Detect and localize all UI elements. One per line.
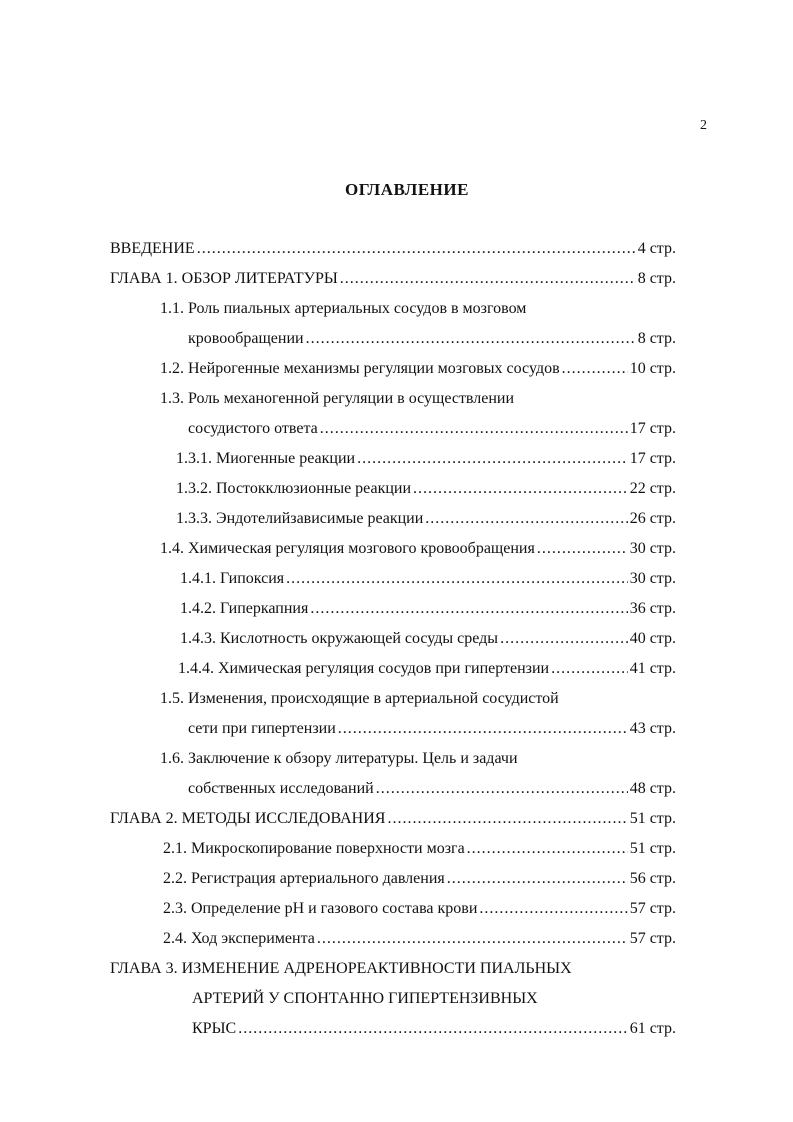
toc-entry-chapter-3-line3: КРЫС ..... 61 стр. bbox=[192, 1018, 676, 1040]
toc-entry-chapter-2: ГЛАВА 2. МЕТОДЫ ИССЛЕДОВАНИЯ ..... 51 стр. bbox=[110, 808, 676, 830]
toc-entry-1-5-line1: 1.5. Изменения, происходящие в артериальной сосудистой bbox=[160, 690, 559, 707]
toc-entry-1-3-line2: сосудистого ответа ..... 17 стр. bbox=[188, 418, 676, 440]
toc-entry-1-3-1: 1.3.1. Миогенные реакции ..... 17 стр. bbox=[176, 448, 676, 470]
toc-entry-2-1: 2.1. Микроскопирование поверхности мозга ..... 51 стр. bbox=[163, 838, 676, 860]
toc-entry-1-2: 1.2. Нейрогенные механизмы регуляции мозговых сосудов ..... 10 стр. bbox=[160, 358, 676, 380]
toc-entry-1-4-1: 1.4.1. Гипоксия ..... 30 стр. bbox=[180, 568, 676, 590]
toc-entry-chapter-3-line2: АРТЕРИЙ У СПОНТАННО ГИПЕРТЕНЗИВНЫХ bbox=[192, 990, 538, 1007]
toc-entry-2-3: 2.3. Определение рН и газового состава крови ..... 57 стр. bbox=[163, 898, 676, 920]
toc-entry-1-3-3: 1.3.3. Эндотелийзависимые реакции ..... 26 стр. bbox=[176, 508, 676, 530]
toc-entry-1-3-2: 1.3.2. Постокклюзионные реакции ..... 22 стр. bbox=[176, 478, 676, 500]
toc-entry-chapter-3-line1: ГЛАВА 3. ИЗМЕНЕНИЕ АДРЕНОРЕАКТИВНОСТИ ПИАЛЬНЫХ bbox=[110, 960, 572, 977]
toc-entry-1-3-line1: 1.3. Роль механогенной регуляции в осуществлении bbox=[160, 390, 515, 407]
toc-entry-2-4: 2.4. Ход эксперимента ..... 57 стр. bbox=[163, 928, 676, 950]
toc-title: ОГЛАВЛЕНИЕ bbox=[345, 180, 469, 199]
toc-entry-1-6-line1: 1.6. Заключение к обзору литературы. Цель и задачи bbox=[160, 750, 518, 767]
toc-entry-1-5-line2: сети при гипертензии ..... 43 стр. bbox=[188, 718, 676, 740]
toc-entry-2-2: 2.2. Регистрация артериального давления ..... 56 стр. bbox=[163, 868, 676, 890]
page-number: 2 bbox=[700, 118, 707, 133]
toc-entry-chapter-1: ГЛАВА 1. ОБЗОР ЛИТЕРАТУРЫ ..... 8 стр. bbox=[110, 268, 676, 290]
toc-entry-1-6-line2: собственных исследований ..... 48 стр. bbox=[188, 778, 676, 800]
toc-entry-1-4: 1.4. Химическая регуляция мозгового кровообращения ..... 30 стр. bbox=[160, 538, 676, 560]
toc-entry-1-4-4: 1.4.4. Химическая регуляция сосудов при гипертензии ..... 41 стр. bbox=[178, 658, 676, 680]
toc-entry-introduction: ВВЕДЕНИЕ ..... 4 стр. bbox=[110, 238, 676, 260]
toc-entry-1-4-3: 1.4.3. Кислотность окружающей сосуды среды ..... 40 стр. bbox=[180, 628, 676, 650]
toc-entry-1-4-2: 1.4.2. Гиперкапния ..... 36 стр. bbox=[180, 598, 676, 620]
toc-entry-1-1-line2: кровообращении ..... 8 стр. bbox=[188, 328, 676, 350]
toc-entry-1-1-line1: 1.1. Роль пиальных артериальных сосудов в мозговом bbox=[160, 300, 527, 317]
